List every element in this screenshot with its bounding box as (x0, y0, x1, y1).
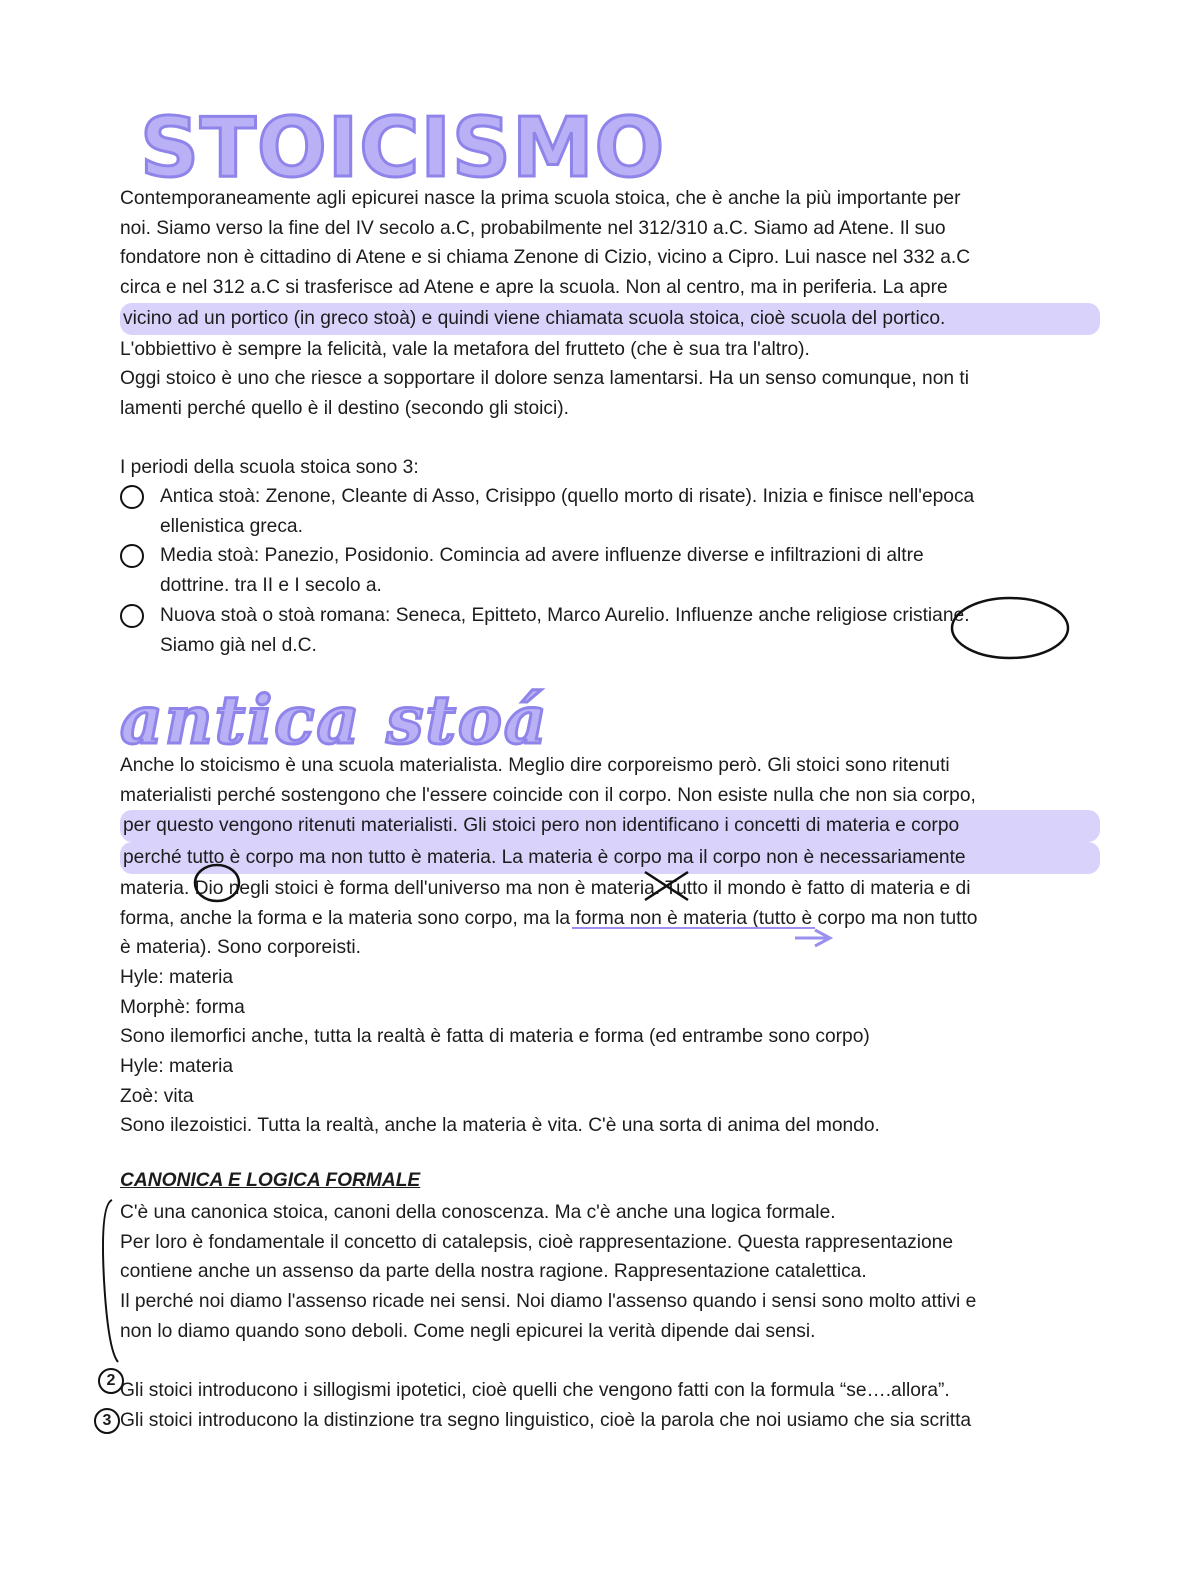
section-heading: CANONICA E LOGICA FORMALE (120, 1170, 421, 1191)
intro-line: fondatore non è cittadino di Atene e si chiama Zenone di Cizio, vicino a Cipro. Lui nasce nel 332 a.C (120, 247, 971, 269)
text-line: Zoè: vita (120, 1085, 194, 1107)
number-marker: 3 (94, 1408, 120, 1434)
list-item: Media stoà: Panezio, Posidonio. Comincia ad avere influenze diverse e infiltrazioni di altre dottrine. tra II e I secolo a. (120, 541, 1100, 600)
text-line: Anche lo stoicismo è una scuola materialista. Meglio dire corporeismo però. Gli stoici sono ritenuti (120, 755, 950, 776)
intro-line: noi. Siamo verso la fine del IV secolo a.C, probabilmente nel 312/310 a.C. Siamo ad Atene. Il suo (120, 217, 946, 239)
text-line: materialisti perché sostengono che l'essere coincide con il corpo. Non esiste nulla che non sia corpo, (120, 784, 976, 806)
numbered-item: Gli stoici introducono la distinzione tra segno linguistico, cioè la parola che noi usiamo che sia scritta (120, 1410, 972, 1431)
text-line: Per loro è fondamentale il concetto di catalepsis, cioè rappresentazione. Questa rappresentazione (120, 1231, 954, 1253)
circle-annotation-icon (952, 598, 1068, 658)
text-line: perché tutto è corpo ma non tutto è materia. La materia è corpo ma il corpo non è necessariamente (120, 842, 1100, 874)
intro-line: L'obbiettivo è sempre la felicità, vale la metafora del frutteto (che è sua tra l'altro). (120, 338, 810, 360)
cross-out-icon (645, 872, 688, 900)
text-line: Hyle: materia (120, 1056, 234, 1078)
list-item: Antica stoà: Zenone, Cleante di Asso, Crisippo (quello morto di risate). Inizia e finisce nell'epoca ellenistica greca. (120, 482, 1100, 541)
intro-line: Contemporaneamente agli epicurei nasce la prima scuola stoica, che è anche la più importante per (120, 188, 961, 209)
text-line: forma, anche la forma e la materia sono corpo, ma la forma non è materia (tutto è corpo ma non tutto (120, 907, 978, 929)
intro-line: vicino ad un portico (in greco stoà) e quindi viene chiamata scuola stoica, cioè scuola del portico. (120, 303, 1100, 335)
text-line: Sono ilezoistici. Tutta la realtà, anche la materia è vita. C'è una sorta di anima del mondo. (120, 1115, 880, 1137)
text-line: Morphè: forma (120, 996, 245, 1018)
text-line: Sono ilemorfici anche, tutta la realtà è fatta di materia e forma (ed entrambe sono corpo) (120, 1026, 870, 1048)
section-title: antica stoá (120, 681, 549, 759)
text-line: è materia). Sono corporeisti. (120, 937, 362, 959)
intro-line: Oggi stoico è uno che riesce a sopportare il dolore senza lamentarsi. Ha un senso comunque, non ti (120, 368, 969, 390)
text-line: C'è una canonica stoica, canoni della conoscenza. Ma c'è anche una logica formale. (120, 1202, 836, 1223)
intro-line: lamenti perché quello è il destino (secondo gli stoici). (120, 397, 570, 419)
text-line: non lo diamo quando sono deboli. Come negli epicurei la verità dipende dai sensi. (120, 1320, 816, 1342)
text-line: Il perché noi diamo l'assenso ricade nei sensi. Noi diamo l'assenso quando i sensi sono molto attivi e (120, 1291, 977, 1313)
periods-intro: I periodi della scuola stoica sono 3: (120, 457, 419, 479)
text-line: materia. Dio negli stoici è forma dell'universo ma non è materia. Tutto il mondo è fatto di materia e di (120, 877, 971, 899)
text-line: Hyle: materia (120, 966, 234, 988)
list-item: Nuova stoà o stoà romana: Seneca, Epitteto, Marco Aurelio. Influenze anche religiose cristiane. Siamo già nel d.C. (120, 601, 1100, 660)
bracket-annotation-icon (103, 1200, 118, 1362)
intro-line: circa e nel 312 a.C si trasferisce ad Atene e apre la scuola. Non al centro, ma in periferia. La apre (120, 277, 948, 299)
text-line: contiene anche un assenso da parte della nostra ragione. Rappresentazione catalettica. (120, 1261, 867, 1283)
numbered-item: Gli stoici introducono i sillogismi ipotetici, cioè quelli che vengono fatti con la formula “se….allora”. (120, 1380, 950, 1401)
main-title: STOICISMO (140, 101, 666, 196)
arrow-right-icon (795, 930, 830, 946)
text-line: per questo vengono ritenuti materialisti. Gli stoici pero non identificano i concetti di materia e corpo (120, 810, 1100, 842)
circle-annotation-icon (195, 865, 239, 901)
number-marker: 2 (98, 1368, 124, 1394)
